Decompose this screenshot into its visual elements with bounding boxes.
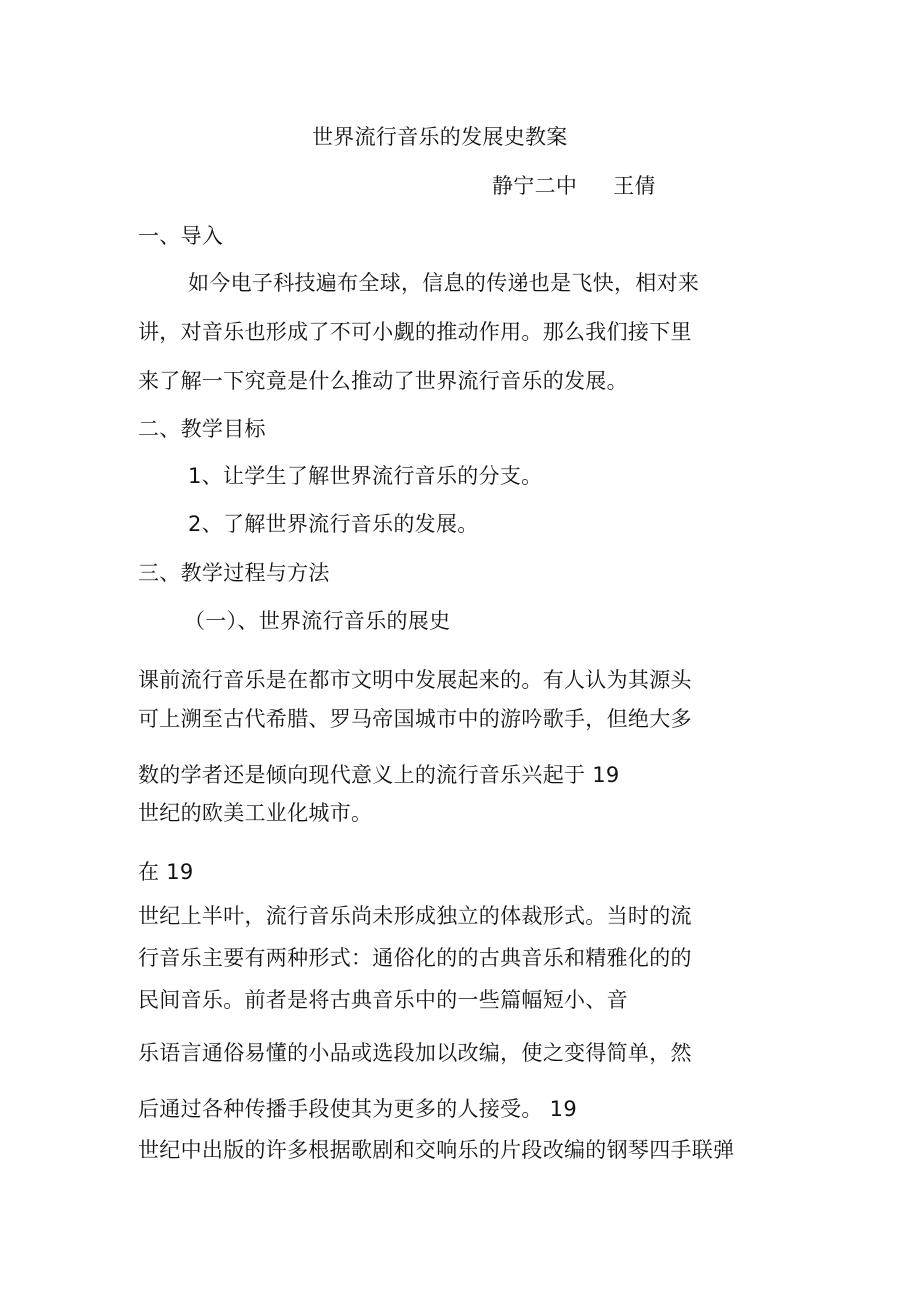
paragraph-line: 如今电子科技遍布全球，信息的传递也是飞快，相对来 — [188, 271, 700, 295]
paragraph-line: 民间音乐。前者是将古典音乐中的一些篇幅短小、音 — [138, 988, 628, 1012]
paragraph-line: 课前流行音乐是在都市文明中发展起来的。有人认为其源头 — [138, 668, 692, 692]
paragraph-line: 可上溯至古代希腊、罗马帝国城市中的游吟歌手，但绝大多 — [138, 707, 692, 731]
school-name: 静宁二中 — [492, 174, 578, 198]
paragraph-line: 数的学者还是倾向现代意义上的流行音乐兴起于 19 — [138, 763, 620, 787]
paragraph-line: 后通过各种传播手段使其为更多的人接受。 19 — [138, 1097, 577, 1121]
paragraph-line: 来了解一下究竟是什么推动了世界流行音乐的发展。 — [138, 369, 628, 393]
paragraph-line: 世纪的欧美工业化城市。 — [138, 801, 373, 825]
paragraph-line: 讲，对音乐也形成了不可小觑的推动作用。那么我们接下里 — [138, 320, 692, 344]
paragraph-line: 乐语言通俗易懂的小品或选段加以改编，使之变得简单，然 — [138, 1041, 692, 1065]
paragraph-line: 世纪上半叶，流行音乐尚未形成独立的体裁形式。当时的流 — [138, 904, 692, 928]
section-heading-process: 三、教学过程与方法 — [138, 561, 330, 585]
objective-item: 1、让学生了解世界流行音乐的分支。 — [188, 464, 543, 488]
paragraph-line: 世纪中出版的许多根据歌剧和交响乐的片段改编的钢琴四手联弹 — [138, 1138, 735, 1162]
author-line — [492, 173, 656, 199]
author-name: 王倩 — [613, 174, 656, 198]
section-heading-objectives: 二、教学目标 — [138, 417, 266, 441]
paragraph-line: 行音乐主要有两种形式：通俗化的的古典音乐和精雅化的的 — [138, 946, 692, 970]
paragraph-line: 在 19 — [138, 860, 194, 884]
document-title: 世界流行音乐的发展史教案 — [312, 125, 568, 149]
section-heading-intro: 一、导入 — [138, 224, 224, 248]
objective-item: 2、了解世界流行音乐的发展。 — [188, 512, 479, 536]
subsection-heading: （一）、世界流行音乐的展史 — [184, 609, 451, 633]
